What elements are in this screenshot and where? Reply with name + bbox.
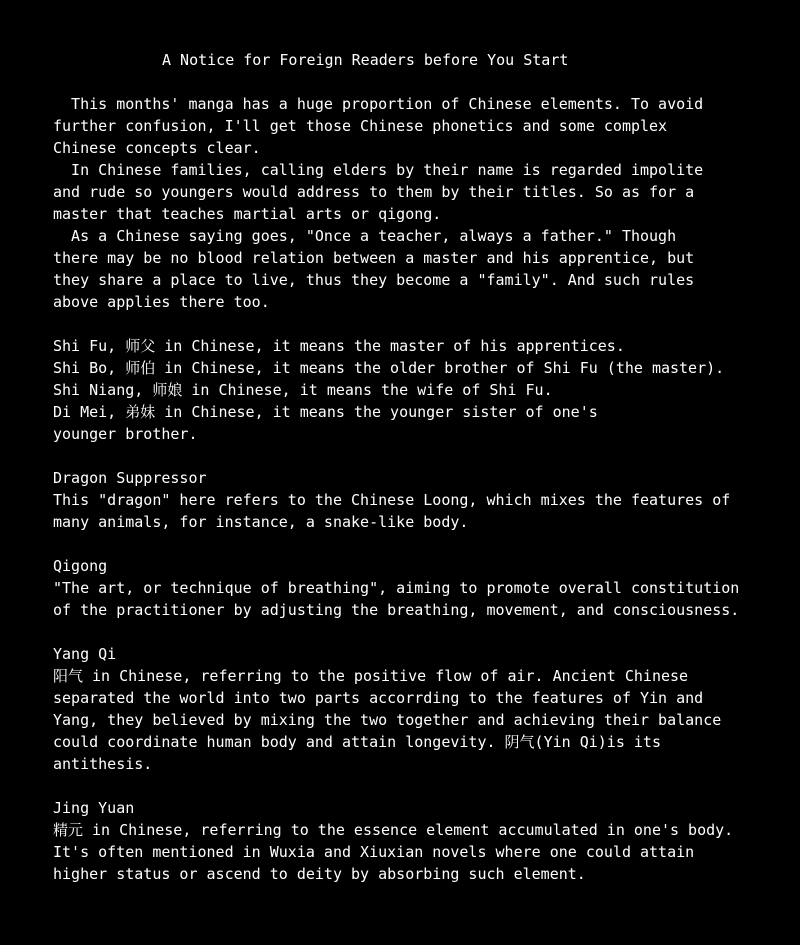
text-line: further confusion, I'll get those Chinese phonetics and some complex	[53, 117, 668, 135]
text-line: and rude so youngers would address to them by their titles. So as for a	[53, 183, 695, 201]
text-line: there may be no blood relation between a master and his apprentice, but	[53, 249, 695, 267]
text-line: 精元 in Chinese, referring to the essence element accumulated in one's body.	[53, 821, 734, 839]
text-line: Shi Fu, 师父 in Chinese, it means the master of his apprentices.	[53, 337, 625, 355]
text-line: "The art, or technique of breathing", aiming to promote overall constitution	[53, 579, 740, 597]
text-line: above applies there too.	[53, 293, 270, 311]
yang-qi-block	[53, 643, 800, 775]
jing-yuan-heading: Jing Yuan	[53, 799, 135, 817]
text-line: Chinese concepts clear.	[53, 139, 261, 157]
text-line: Shi Bo, 师伯 in Chinese, it means the older brother of Shi Fu (the master).	[53, 359, 725, 377]
text-line: It's often mentioned in Wuxia and Xiuxian novels where one could attain	[53, 843, 695, 861]
intro-block	[53, 93, 800, 313]
dragon-suppressor-heading: Dragon Suppressor	[53, 469, 207, 487]
text-line: This months' manga has a huge proportion of Chinese elements. To avoid	[53, 95, 704, 113]
text-line: master that teaches martial arts or qigong.	[53, 205, 442, 223]
family-titles-glossary-block	[53, 335, 800, 445]
jing-yuan-block	[53, 797, 800, 885]
page-title: A Notice for Foreign Readers before You Start	[162, 51, 569, 69]
text-line: antithesis.	[53, 755, 153, 773]
text-line: Shi Niang, 师娘 in Chinese, it means the wife of Shi Fu.	[53, 381, 553, 399]
text-line: many animals, for instance, a snake-like body.	[53, 513, 469, 531]
text-line: of the practitioner by adjusting the breathing, movement, and consciousness.	[53, 601, 740, 619]
text-line: In Chinese families, calling elders by their name is regarded impolite	[53, 161, 704, 179]
text-line: younger brother.	[53, 425, 198, 443]
yang-qi-heading: Yang Qi	[53, 645, 117, 663]
qigong-heading: Qigong	[53, 557, 108, 575]
text-line: could coordinate human body and attain longevity. 阴气(Yin Qi)is its	[53, 733, 661, 751]
text-line: separated the world into two parts accorrding to the features of Yin and	[53, 689, 704, 707]
notice-blocks	[53, 93, 800, 885]
qigong-block	[53, 555, 800, 621]
text-line: As a Chinese saying goes, "Once a teacher, always a father." Though	[53, 227, 677, 245]
text-line: 阳气 in Chinese, referring to the positive flow of air. Ancient Chinese	[53, 667, 689, 685]
text-line: Yang, they believed by mixing the two together and achieving their balance	[53, 711, 722, 729]
text-line: This "dragon" here refers to the Chinese Loong, which mixes the features of	[53, 491, 731, 509]
dragon-suppressor-block	[53, 467, 800, 533]
text-line: Di Mei, 弟妹 in Chinese, it means the younger sister of one's	[53, 403, 598, 421]
text-line: higher status or ascend to deity by absorbing such element.	[53, 865, 586, 883]
text-line: they share a place to live, thus they become a "family". And such rules	[53, 271, 695, 289]
